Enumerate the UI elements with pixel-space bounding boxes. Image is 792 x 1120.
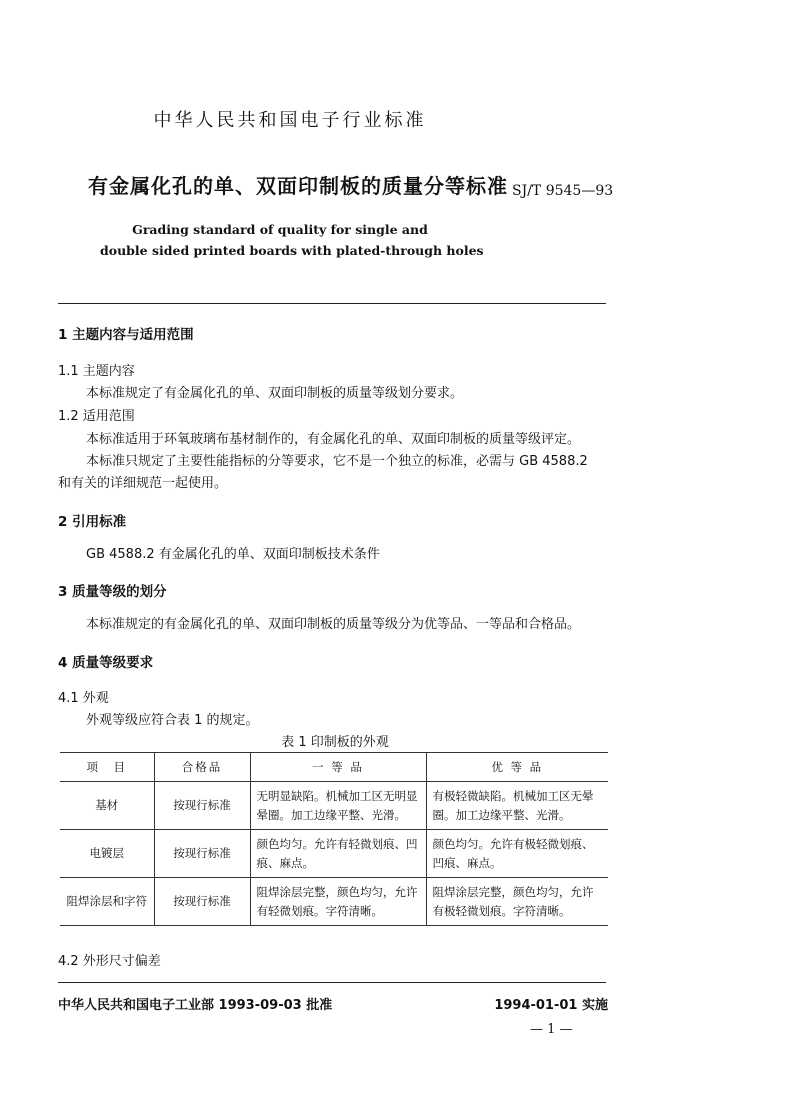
table-cell: 无明显缺陷。机械加工区无明显晕圈。加工边缘平整、光滑。 (250, 782, 426, 830)
table-cell: 电镀层 (60, 830, 154, 878)
section-1-1-text: 本标准规定了有金属化孔的单、双面印制板的质量等级划分要求。 (86, 386, 464, 401)
section-3-heading: 3 质量等级的划分 (58, 584, 167, 600)
table-cell: 按现行标准 (154, 878, 250, 926)
section-1-2-text-2b: 和有关的详细规范一起使用。 (58, 476, 228, 491)
effective-date-text: 1994-01-01 实施 (494, 998, 608, 1013)
table-cell: 阻焊涂层和字符 (60, 878, 154, 926)
section-4-2-heading: 4.2 外形尺寸偏差 (58, 954, 161, 969)
col-header-qualified: 合格品 (154, 753, 250, 782)
table-cell: 阻焊涂层完整，颜色均匀，允许有极轻微划痕。字符清晰。 (426, 878, 608, 926)
appearance-table (60, 752, 608, 926)
table-row (60, 878, 608, 926)
col-header-item: 项 目 (60, 753, 154, 782)
approval-text: 中华人民共和国电子工业部 1993-09-03 批准 (58, 998, 333, 1013)
col-header-first-class: 一 等 品 (250, 753, 426, 782)
table-cell: 基材 (60, 782, 154, 830)
section-1-heading: 1 主题内容与适用范围 (58, 327, 194, 343)
document-title: 有金属化孔的单、双面印制板的质量分等标准 (88, 174, 508, 198)
table-cell: 按现行标准 (154, 830, 250, 878)
table-row (60, 830, 608, 878)
table-cell: 颜色均匀。允许有轻微划痕、凹痕、麻点。 (250, 830, 426, 878)
section-4-1-text: 外观等级应符合表 1 的规定。 (86, 713, 259, 728)
table-row (60, 782, 608, 830)
header-divider (58, 303, 606, 304)
section-3-text: 本标准规定的有金属化孔的单、双面印制板的质量等级分为优等品、一等品和合格品。 (86, 617, 581, 632)
section-1-1-heading: 1.1 主题内容 (58, 364, 135, 379)
section-4-heading: 4 质量等级要求 (58, 655, 154, 671)
footer-divider (58, 982, 606, 983)
section-1-2-heading: 1.2 适用范围 (58, 409, 135, 424)
table-cell: 有极轻微缺陷。机械加工区无晕圈。加工边缘平整、光滑。 (426, 782, 608, 830)
section-2-text: GB 4588.2 有金属化孔的单、双面印制板技术条件 (86, 547, 380, 562)
table-header-row (60, 753, 608, 782)
english-title-line2: double sided printed boards with plated-through holes (100, 243, 484, 258)
section-2-heading: 2 引用标准 (58, 514, 127, 530)
col-header-superior: 优 等 品 (426, 753, 608, 782)
standard-category-heading: 中华人民共和国电子行业标准 (153, 110, 427, 131)
table-cell: 颜色均匀。允许有极轻微划痕、凹痕、麻点。 (426, 830, 608, 878)
table-1-caption: 表 1 印制板的外观 (281, 735, 389, 750)
table-cell: 阻焊涂层完整，颜色均匀，允许有轻微划痕。字符清晰。 (250, 878, 426, 926)
page-number: — 1 — (530, 1022, 573, 1037)
section-4-1-heading: 4.1 外观 (58, 691, 109, 706)
section-1-2-text-2a: 本标准只规定了主要性能指标的分等要求，它不是一个独立的标准，必需与 GB 4588.2 (86, 454, 588, 469)
english-title-line1: Grading standard of quality for single and (132, 222, 428, 237)
standard-code: SJ/T 9545—93 (512, 183, 614, 199)
table-cell: 按现行标准 (154, 782, 250, 830)
section-1-2-text-1: 本标准适用于环氧玻璃布基材制作的，有金属化孔的单、双面印制板的质量等级评定。 (86, 432, 581, 447)
